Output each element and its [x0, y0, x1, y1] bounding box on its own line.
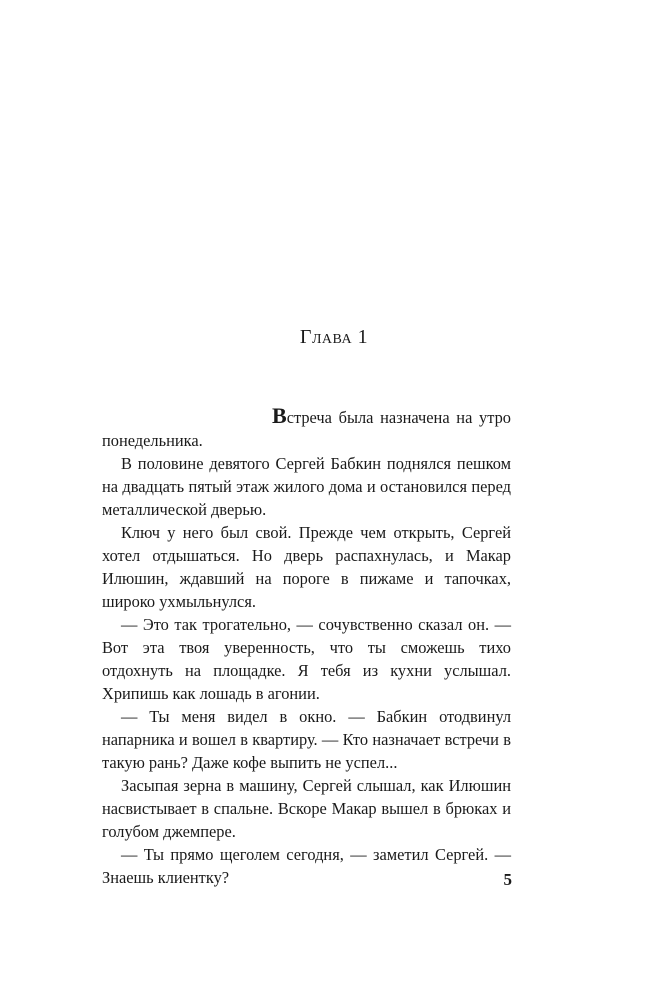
chapter-title: Глава 1	[299, 326, 369, 348]
paragraph-3: Ключ у него был свой. Прежде чем открыть, Сергей хотел отдышаться. Но дверь распахнулась, и Макар Илюшин, ждавший на пороге в пижаме и тапочках, широко ухмыльнулся.	[102, 523, 511, 611]
initial-letter: В	[272, 403, 287, 428]
paragraph-7: — Ты прямо щеголем сегодня, — заметил Сергей. — Знаешь клиентку?	[102, 845, 511, 887]
paragraph-6: Засыпая зерна в машину, Сергей слышал, как Илюшин насвистывает в спальне. Вскоре Макар вышел в брюках и голубом джемпере.	[102, 776, 511, 841]
page-number: 5	[503, 870, 512, 889]
paragraph-1-text: стреча была назначена на утро понедельника.	[102, 408, 511, 450]
paragraph-1	[102, 404, 511, 452]
paragraph-2: В половине девятого Сергей Бабкин поднялся пешком на двадцать пятый этаж жилого дома и остановился перед металлической дверью.	[102, 454, 511, 519]
paragraph-4: — Это так трогательно, — сочувственно сказал он. — Вот эта твоя уверенность, что ты сможешь тихо отдохнуть на площадке. Я тебя из кухни услышал. Хрипишь как лошадь в агонии.	[102, 615, 511, 703]
paragraph-5: — Ты меня видел в окно. — Бабкин отодвинул напарника и вошел в квартиру. — Кто назначает встречи в такую рань? Даже кофе выпить не успел...	[102, 707, 511, 772]
body-text	[102, 404, 511, 889]
